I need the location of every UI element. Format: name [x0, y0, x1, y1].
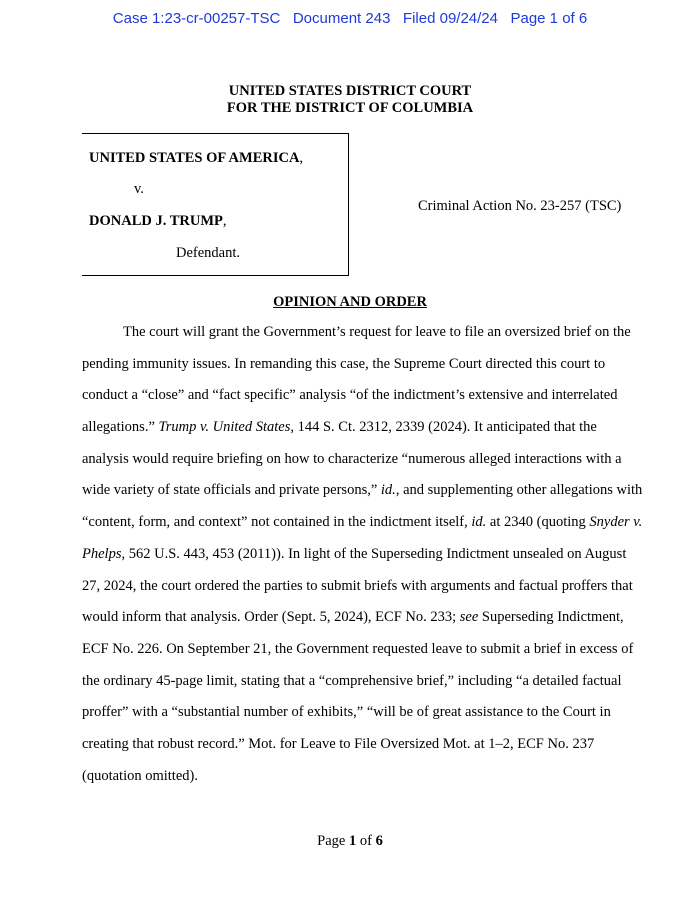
body-text: 27, 2024, the court ordered the parties to submit briefs with arguments and factual proffers that [82, 577, 633, 594]
body-text: , 144 S. Ct. 2312, 2339 (2024). It anticipated that the [290, 419, 597, 436]
body-line [82, 768, 622, 800]
court-title-line-1: UNITED STATES DISTRICT COURT [228, 83, 472, 99]
caption-defendant [89, 213, 226, 230]
body-text: The court will grant the Government’s request for leave to file an oversized brief on the [123, 324, 631, 340]
court-title-line-2: FOR THE DISTRICT OF COLUMBIA [226, 100, 474, 116]
case-header-stamp: Case 1:23-cr-00257-TSC Document 243 Filed 09/24/24 Page 1 of 6 [112, 10, 588, 27]
body-line [82, 673, 622, 705]
footer-of-word: of [359, 833, 372, 849]
body-line [82, 387, 622, 419]
body-line [82, 736, 622, 768]
body-text: Superseding Indictment, [478, 609, 624, 626]
body-line [82, 419, 622, 451]
court-title [0, 83, 700, 117]
body-text: would inform that analysis. Order (Sept. 5, 2024), ECF No. 233; [82, 609, 460, 626]
body-text: wide variety of state officials and private persons,” [82, 482, 381, 499]
page-footer [0, 833, 700, 850]
body-text: ECF No. 226. On September 21, the Government requested leave to submit a brief in excess of [82, 640, 634, 657]
body-text: the ordinary 45-page limit, stating that a “comprehensive brief,” including “a detailed factual [82, 672, 622, 689]
criminal-action-number: Criminal Action No. 23-257 (TSC) [418, 198, 622, 214]
body-line [82, 640, 634, 673]
footer-page-total: 6 [375, 833, 383, 849]
body-text: at 2340 (quoting [486, 514, 590, 531]
citation-italic: id. [471, 514, 487, 531]
body-text: creating that robust record.” Mot. for Leave to File Oversized Mot. at 1–2, ECF No. 237 [82, 735, 595, 752]
citation-italic: id. [380, 482, 396, 499]
caption-defendant-role: Defendant. [176, 245, 241, 261]
body-line [82, 482, 643, 514]
body-line [82, 451, 622, 483]
body-text: , and supplementing other allegations with [395, 482, 643, 499]
body-line [82, 609, 622, 641]
body-text: pending immunity issues. In remanding this case, the Supreme Court directed this court to [82, 355, 606, 372]
body-text: , 562 U.S. 443, 453 (2011)). In light of the Superseding Indictment unsealed on August [121, 545, 627, 562]
body-line [82, 545, 627, 578]
citation-italic: Snyder v. [589, 514, 643, 531]
defendant-name: DONALD J. TRUMP [89, 213, 223, 229]
body-text: conduct a “close” and “fact specific” analysis “of the indictment’s extensive and interrelated [82, 387, 618, 404]
citation-italic: Trump v. United States [158, 419, 291, 436]
body-text: proffer” with a “substantial number of exhibits,” “will be of great assistance to the Court in [82, 704, 611, 721]
body-text: analysis would require briefing on how to characterize “numerous alleged interactions with a [82, 450, 622, 467]
defendant-comma: , [222, 213, 227, 229]
citation-italic: see [459, 609, 479, 626]
body-text: “content, form, and context” not contained in the indictment itself, [82, 514, 472, 531]
opinion-heading: OPINION AND ORDER [273, 294, 427, 310]
body-text: allegations.” [82, 419, 159, 436]
body-line [82, 324, 631, 356]
plaintiff-name: UNITED STATES OF AMERICA [89, 150, 300, 166]
footer-page-word: Page [317, 833, 346, 849]
body-line [82, 577, 633, 610]
opinion-body [82, 324, 643, 799]
caption-plaintiff [89, 150, 303, 167]
body-line [82, 514, 643, 546]
citation-italic: Phelps [82, 545, 122, 562]
footer-page-number: 1 [348, 833, 357, 849]
plaintiff-comma: , [299, 150, 304, 166]
body-line [82, 704, 622, 736]
body-text: (quotation omitted). [82, 767, 198, 784]
body-line [82, 356, 622, 388]
caption-versus: v. [134, 181, 144, 197]
